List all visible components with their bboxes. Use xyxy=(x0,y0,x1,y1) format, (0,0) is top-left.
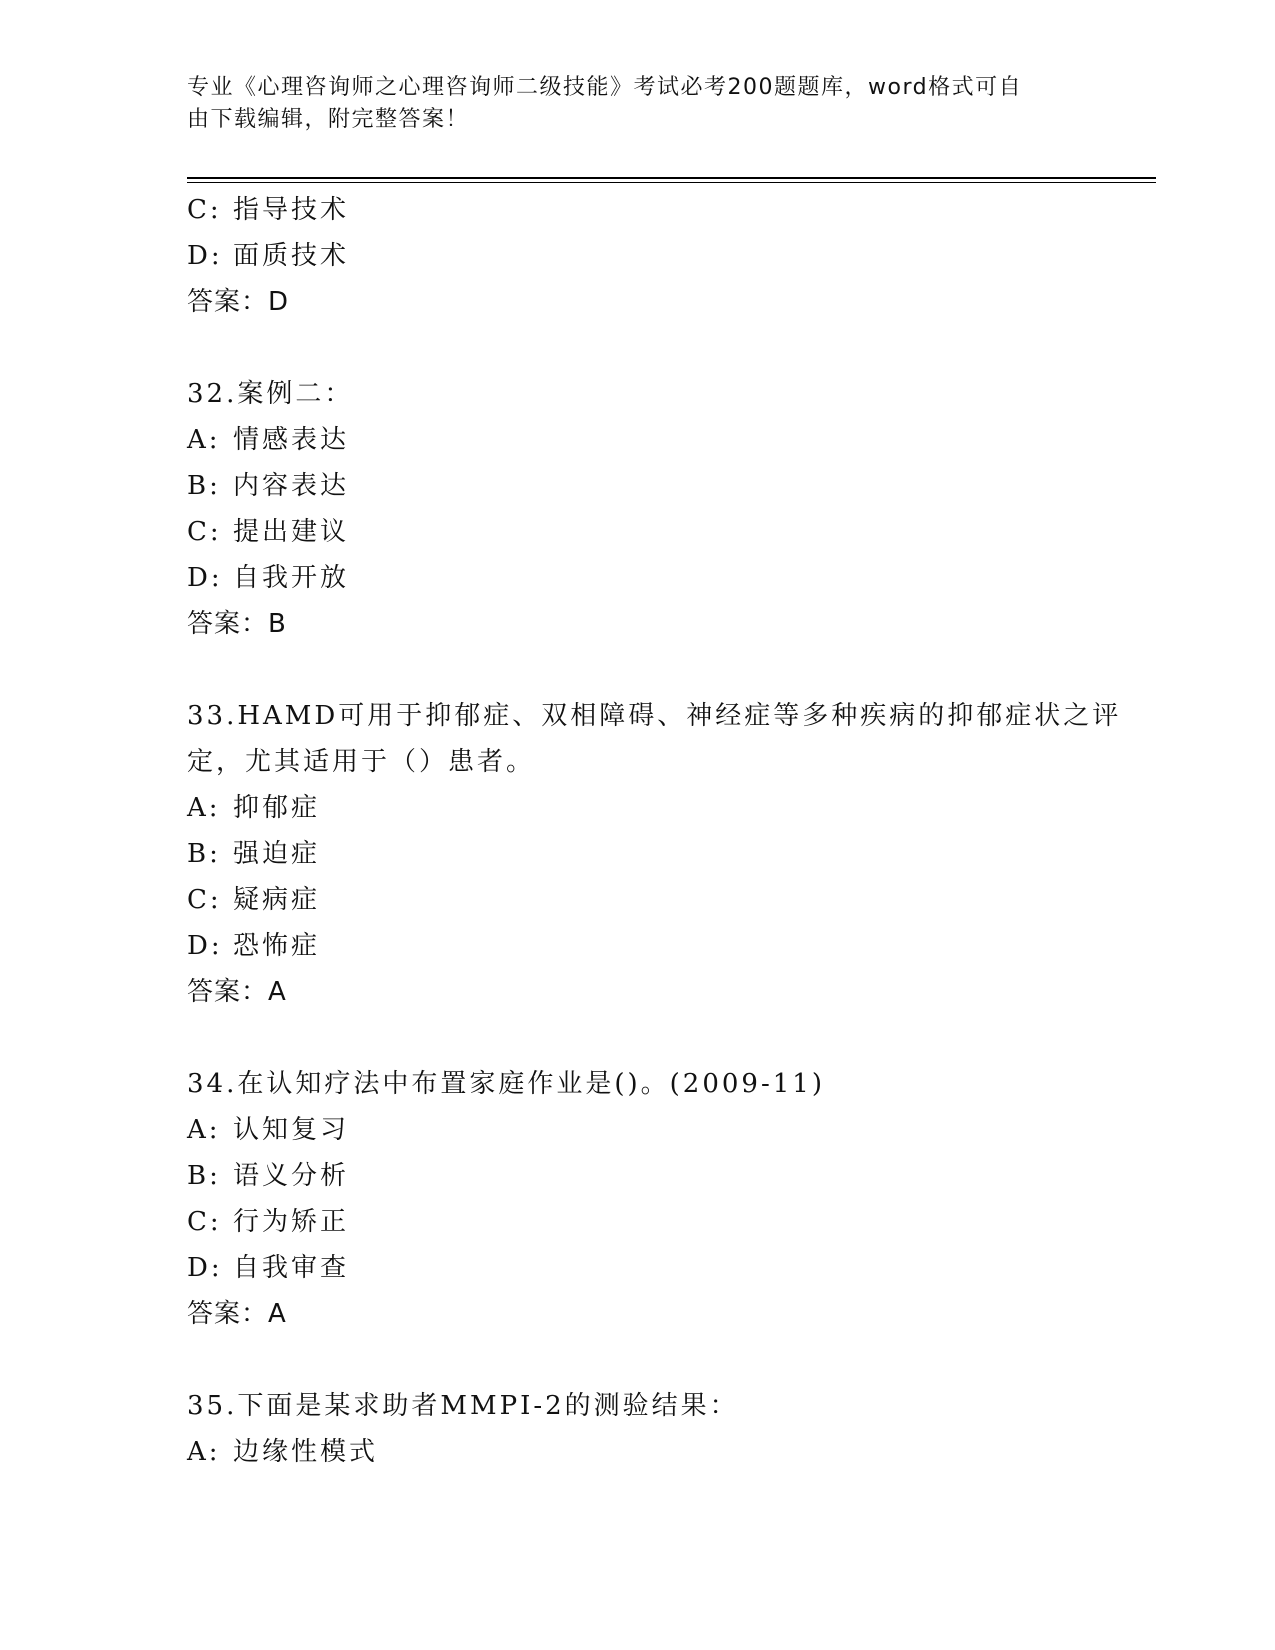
option-a: A: 情感表达 xyxy=(187,425,350,455)
option-c: C: 行为矫正 xyxy=(187,1207,350,1237)
header-line-2: 由下载编辑，附完整答案！ xyxy=(187,107,470,132)
option-d: D: 面质技术 xyxy=(187,241,350,271)
question-title: 35.下面是某求助者MMPI-2的测验结果： xyxy=(187,1391,739,1421)
option-c: C: 提出建议 xyxy=(187,517,350,547)
option-a: A: 抑郁症 xyxy=(187,793,321,823)
question-32 xyxy=(187,371,1087,647)
question-title: 32.案例二： xyxy=(187,379,354,409)
answer-label: 答案：B xyxy=(187,609,287,639)
option-d: D: 自我审查 xyxy=(187,1253,350,1283)
option-b: B: 内容表达 xyxy=(187,471,350,501)
option-c: C: 疑病症 xyxy=(187,885,321,915)
question-35 xyxy=(187,1383,1087,1475)
option-c: C: 指导技术 xyxy=(187,195,350,225)
question-title-line-2: 定，尤其适用于（）患者。 xyxy=(187,747,536,777)
answer-label: 答案：A xyxy=(187,977,287,1007)
option-d: D: 恐怖症 xyxy=(187,931,321,961)
header-rule-thick xyxy=(187,177,1156,179)
document-header xyxy=(187,72,1067,136)
option-d: D: 自我开放 xyxy=(187,563,350,593)
carryover-block xyxy=(187,187,1087,325)
question-list xyxy=(187,187,1122,1475)
option-a: A: 认知复习 xyxy=(187,1115,350,1145)
answer-label: 答案：A xyxy=(187,1299,287,1329)
header-line-1: 专业《心理咨询师之心理咨询师二级技能》考试必考200题题库，word格式可自 xyxy=(187,75,1023,100)
header-rule-thin xyxy=(187,182,1156,183)
question-33 xyxy=(187,693,1122,1015)
option-b: B: 强迫症 xyxy=(187,839,321,869)
answer-label: 答案：D xyxy=(187,287,290,317)
option-a: A: 边缘性模式 xyxy=(187,1437,379,1467)
question-title-line-1: 33.HAMD可用于抑郁症、双相障碍、神经症等多种疾病的抑郁症状之评 xyxy=(187,701,1122,731)
question-title: 34.在认知疗法中布置家庭作业是()。(2009-11) xyxy=(187,1069,825,1099)
question-34 xyxy=(187,1061,1087,1337)
option-b: B: 语义分析 xyxy=(187,1161,350,1191)
